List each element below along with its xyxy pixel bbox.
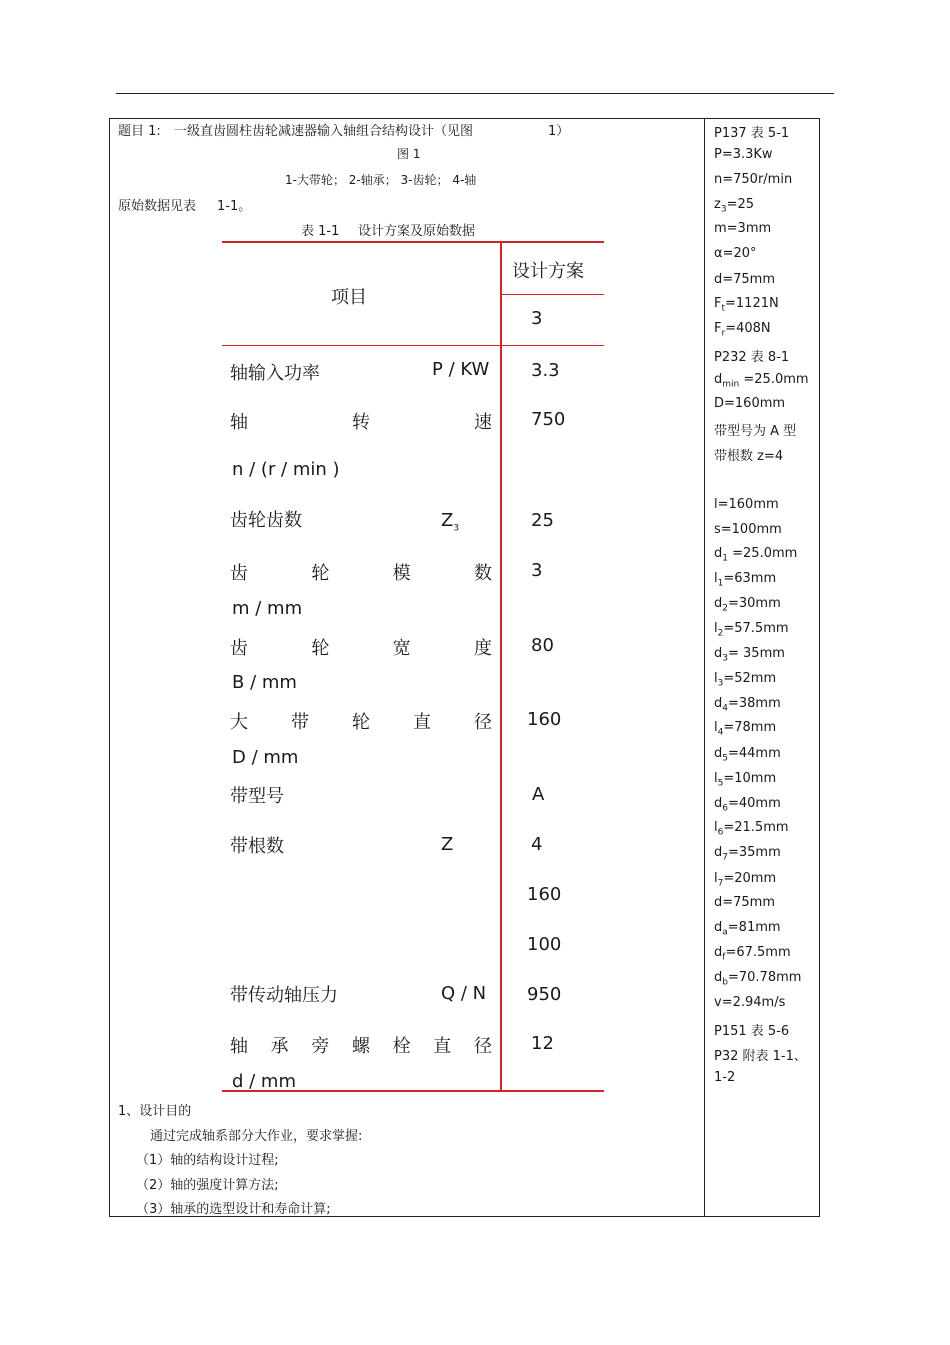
right-note: α=20° xyxy=(714,246,757,261)
row-label-spread xyxy=(230,634,492,660)
label-char: 度 xyxy=(473,638,492,659)
right-note: 带型号为 A 型 xyxy=(714,424,797,439)
right-note: P=3.3Kw xyxy=(714,147,773,162)
row-label: 带型号 xyxy=(230,786,284,807)
row-label: 带根数 xyxy=(230,836,284,857)
label-char: 栓 xyxy=(392,1036,411,1057)
label-char: 转 xyxy=(352,412,370,433)
label-char: 轮 xyxy=(311,563,330,584)
right-note: $d_b=70.78mm$ xyxy=(714,970,802,988)
right-note: $l_4=78mm$ xyxy=(714,720,777,738)
row-value: 25 xyxy=(531,510,554,531)
row-label: 带传动轴压力 xyxy=(230,985,338,1006)
right-note: $l_6=21.5mm$ xyxy=(714,820,789,838)
row-label: 齿轮齿数 xyxy=(230,510,302,531)
row-unit: n / (r / min ) xyxy=(232,459,340,480)
column-divider xyxy=(704,118,705,1217)
label-char: 承 xyxy=(270,1036,289,1057)
row-label: 轴输入功率 xyxy=(230,363,320,384)
label-char: 带 xyxy=(291,712,309,733)
label-char: 齿 xyxy=(230,638,248,659)
row-unit: d / mm xyxy=(232,1071,297,1092)
row-value: A xyxy=(532,784,545,805)
right-note: $F_r=408N$ xyxy=(714,321,771,339)
right-note: $d_7=35mm$ xyxy=(714,845,781,863)
right-note: d=75mm xyxy=(714,895,776,910)
label-char: 径 xyxy=(474,712,492,733)
row-value: 3.3 xyxy=(531,360,560,381)
right-note: $l_2=57.5mm$ xyxy=(714,621,789,639)
right-note: s=100mm xyxy=(714,522,782,537)
right-note: $d_2=30mm$ xyxy=(714,596,781,614)
row-label-spread xyxy=(230,708,492,734)
label-char: 直 xyxy=(433,1036,452,1057)
label-char: 大 xyxy=(230,712,248,733)
label-char: 数 xyxy=(473,563,492,584)
right-note: $l_7=20mm$ xyxy=(714,871,777,889)
right-note: 1-2 xyxy=(714,1070,736,1085)
label-char: 螺 xyxy=(351,1036,370,1057)
purpose-item: （1）轴的结构设计过程; xyxy=(136,1153,279,1168)
purpose-intro: 通过完成轴系部分大作业，要求掌握: xyxy=(150,1129,363,1144)
header-plan-number: 3 xyxy=(531,308,543,329)
row-value: 100 xyxy=(527,934,562,955)
label-char: 径 xyxy=(473,1036,492,1057)
right-note: P232 表 8-1 xyxy=(714,350,790,365)
right-note: $z_3=25$ xyxy=(714,197,754,215)
purpose-item: （3）轴承的选型设计和寿命计算; xyxy=(136,1202,331,1217)
right-note: $d_{min} =25.0mm$ xyxy=(714,372,809,390)
right-note: $d_5=44mm$ xyxy=(714,746,781,764)
table-header-split-rule xyxy=(501,294,604,295)
row-value: 750 xyxy=(531,409,566,430)
row-value: 950 xyxy=(527,984,562,1005)
right-note: l=160mm xyxy=(714,497,779,512)
label-char: 直 xyxy=(413,712,431,733)
table-caption: 表 1-1 xyxy=(301,224,340,239)
header-rule xyxy=(116,93,834,94)
right-note: D=160mm xyxy=(714,396,786,411)
right-note: m=3mm xyxy=(714,221,772,236)
label-char: 轴 xyxy=(230,1036,248,1057)
table-column-rule xyxy=(500,242,502,1091)
label-char: 速 xyxy=(474,412,492,433)
row-symbol: Q / N xyxy=(441,983,487,1004)
row-value: 160 xyxy=(527,709,562,730)
right-note: $l_1=63mm$ xyxy=(714,571,777,589)
row-unit: D / mm xyxy=(232,747,299,768)
right-note: v=2.94m/s xyxy=(714,995,786,1010)
right-note: $l_5=10mm$ xyxy=(714,771,777,789)
header-plan: 设计方案 xyxy=(512,261,584,282)
row-label-spread xyxy=(230,1032,492,1058)
label-char: 轴 xyxy=(230,412,248,433)
right-note: P32 附表 1-1、 xyxy=(714,1049,807,1064)
row-unit: m / mm xyxy=(232,598,303,619)
right-note: $l_3=52mm$ xyxy=(714,671,777,689)
row-label-spread xyxy=(230,408,492,434)
right-note: $d_a=81mm$ xyxy=(714,920,781,938)
label-char: 齿 xyxy=(230,563,248,584)
figure-label: 图 1 xyxy=(397,147,421,161)
title-ref: 1） xyxy=(548,124,570,139)
table-caption-text: 设计方案及原始数据 xyxy=(358,224,476,239)
purpose-heading: 1、设计目的 xyxy=(118,1104,192,1119)
data-note-ref: 1-1。 xyxy=(217,199,252,214)
right-note: d=75mm xyxy=(714,272,776,287)
label-char: 轮 xyxy=(311,638,330,659)
row-value: 12 xyxy=(531,1033,554,1054)
label-char: 模 xyxy=(392,563,411,584)
row-value: 160 xyxy=(527,884,562,905)
row-symbol: $Z_3$ xyxy=(441,510,460,534)
row-label-spread xyxy=(230,559,492,585)
right-note: P137 表 5-1 xyxy=(714,126,790,141)
right-note: 带根数 z=4 xyxy=(714,449,784,464)
right-note: $d_6=40mm$ xyxy=(714,796,781,814)
label-char: 轮 xyxy=(352,712,370,733)
right-note: n=750r/min xyxy=(714,172,793,187)
row-value: 4 xyxy=(531,834,543,855)
right-note: $d_f=67.5mm$ xyxy=(714,945,791,963)
row-unit: B / mm xyxy=(232,672,297,693)
label-char: 旁 xyxy=(311,1036,330,1057)
right-note: $d_3= 35mm$ xyxy=(714,646,785,664)
table-header-rule xyxy=(222,345,604,346)
row-symbol: P / KW xyxy=(432,359,490,380)
figure-caption: 1-大带轮； 2-轴承； 3-齿轮； 4-轴 xyxy=(285,173,477,187)
row-value: 80 xyxy=(531,635,554,656)
purpose-item: （2）轴的强度计算方法; xyxy=(136,1178,279,1193)
right-note: $d_4=38mm$ xyxy=(714,696,781,714)
label-char: 宽 xyxy=(392,638,411,659)
right-note: $d_1 =25.0mm$ xyxy=(714,546,798,564)
title: 一级直齿圆柱齿轮减速器输入轴组合结构设计（见图 xyxy=(174,124,474,139)
row-value: 3 xyxy=(531,560,543,581)
title-prefix: 题目 1: xyxy=(118,124,161,139)
data-note: 原始数据见表 xyxy=(118,199,197,214)
table-top-rule xyxy=(222,241,604,243)
right-note: $F_t=1121N$ xyxy=(714,296,779,314)
header-item: 项目 xyxy=(331,287,367,308)
row-symbol: Z xyxy=(441,834,454,855)
right-note: P151 表 5-6 xyxy=(714,1024,790,1039)
